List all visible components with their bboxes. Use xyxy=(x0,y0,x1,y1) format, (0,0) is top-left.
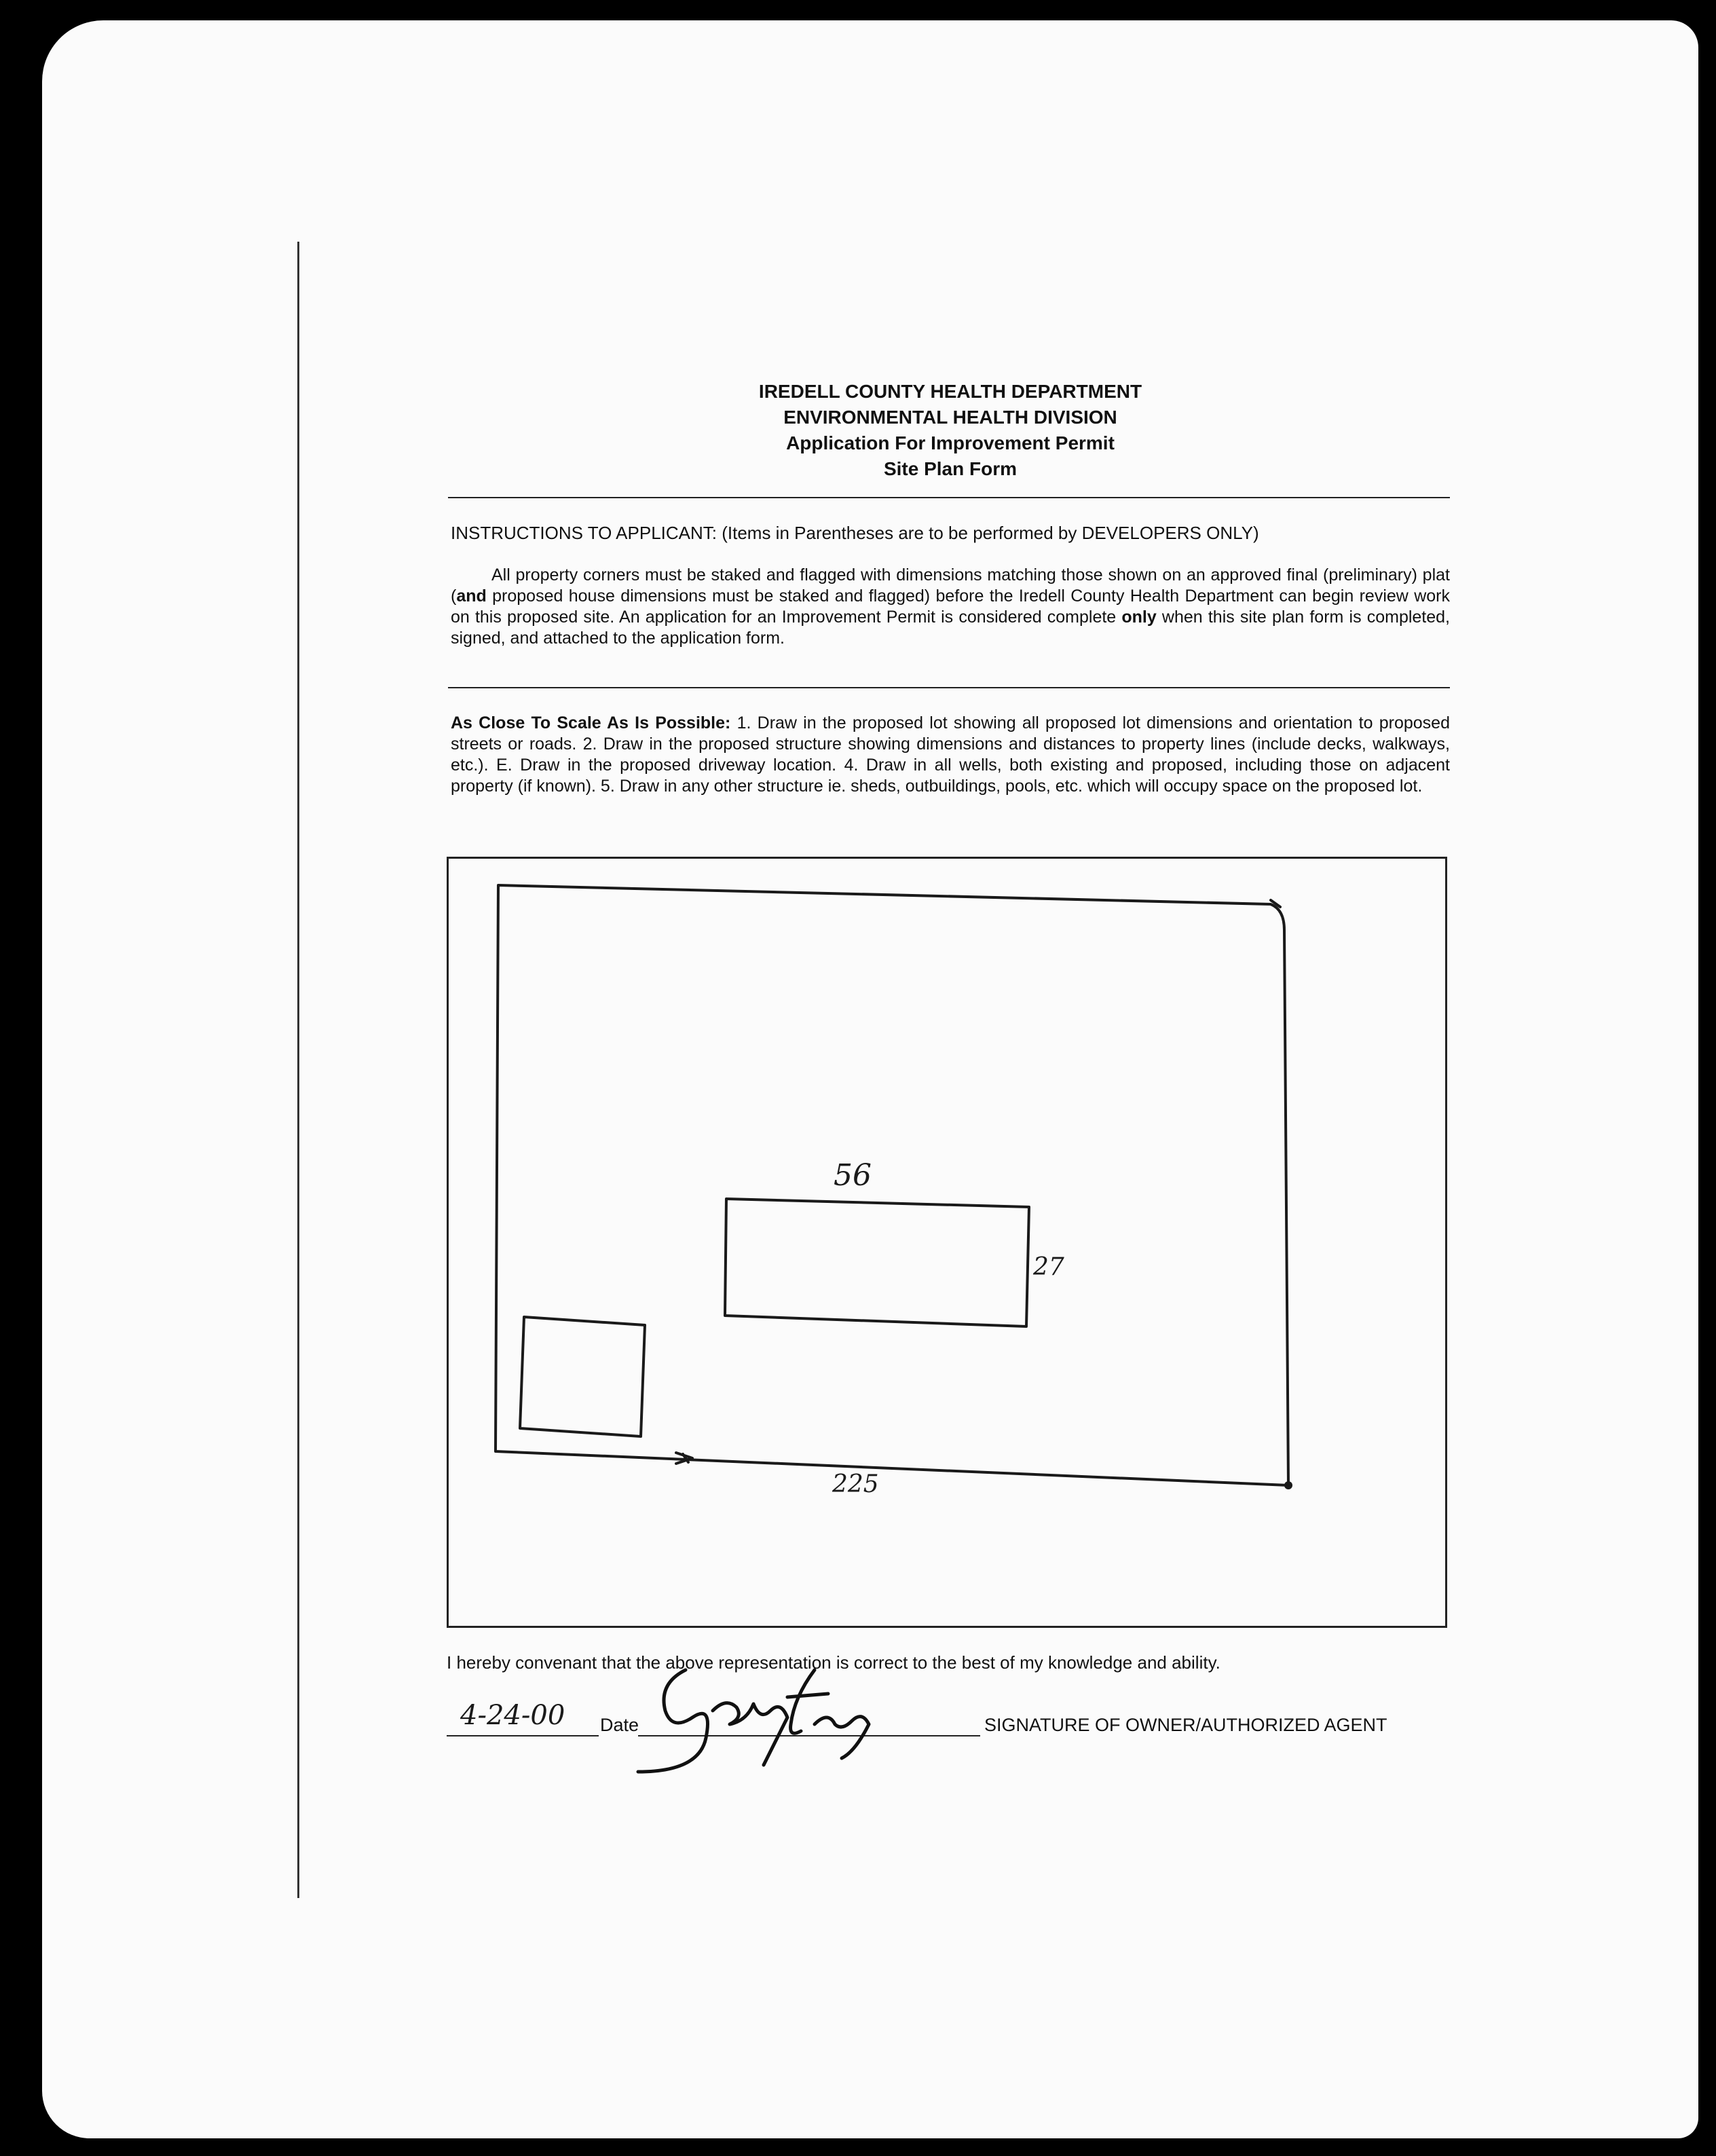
well-marker xyxy=(1284,1481,1292,1489)
date-label: Date xyxy=(600,1715,639,1735)
scale-instructions-lead: As Close To Scale As Is Possible: xyxy=(451,713,731,732)
house-outline xyxy=(725,1199,1029,1326)
instructions-emphasis-and: and xyxy=(456,587,487,606)
instructions-text-c: when this site plan form is completed, signed, and attached to the application form. xyxy=(451,608,1451,648)
scale-instructions-body: 1. Draw in the proposed lot showing all proposed lot dimensions and orientation to proposed streets or roads. 2. Draw in the proposed structure showing dimensions and distances to property lines (include decks, walkways, etc.). E. Draw in the proposed driveway location. 4. Draw in all wells, both existing and proposed, including those on adjacent property (if known). 5. Draw in any other structure ie. sheds, outbuildings, pools, etc. which will occupy space on the proposed lot. xyxy=(451,713,1450,796)
lot-boundary xyxy=(496,885,1288,1485)
instructions-emphasis-only: only xyxy=(1121,608,1157,627)
form-name: Site Plan Form xyxy=(883,458,1018,479)
house-length-label: 56 xyxy=(834,1158,872,1193)
signature-label: SIGNATURE OF OWNER/AUTHORIZED AGENT xyxy=(984,1715,1387,1735)
department-title: IREDELL COUNTY HEALTH DEPARTMENT xyxy=(758,381,1142,402)
date-line xyxy=(447,1735,599,1736)
instructions-text-a: All property corners must be staked and flagged with dimensions matching those shown on an approved final (preliminary) plat ( xyxy=(451,565,1450,606)
division-title: ENVIRONMENTAL HEALTH DIVISION xyxy=(783,407,1117,428)
handwritten-signature xyxy=(611,1656,896,1792)
lot-width-label: 225 xyxy=(832,1470,879,1498)
date-value: 4-24-00 xyxy=(460,1700,565,1731)
certification-statement: I hereby convenant that the above representation is correct to the best of my knowledge and ability. xyxy=(447,1652,1220,1673)
signature-row xyxy=(447,1697,1451,1751)
instructions-text-b: proposed house dimensions must be staked and flagged) before the Iredell County Health Department can begin review work on this proposed site. An application for an Improvement Permit is considered complete xyxy=(451,587,1450,627)
shed-outline xyxy=(520,1317,645,1436)
house-width-label: 27 xyxy=(1033,1253,1064,1281)
instructions-title: INSTRUCTIONS TO APPLICANT: (Items in Parentheses are to be performed by DEVELOPERS ONLY) xyxy=(451,523,1259,543)
form-subtitle: Application For Improvement Permit xyxy=(786,432,1115,453)
